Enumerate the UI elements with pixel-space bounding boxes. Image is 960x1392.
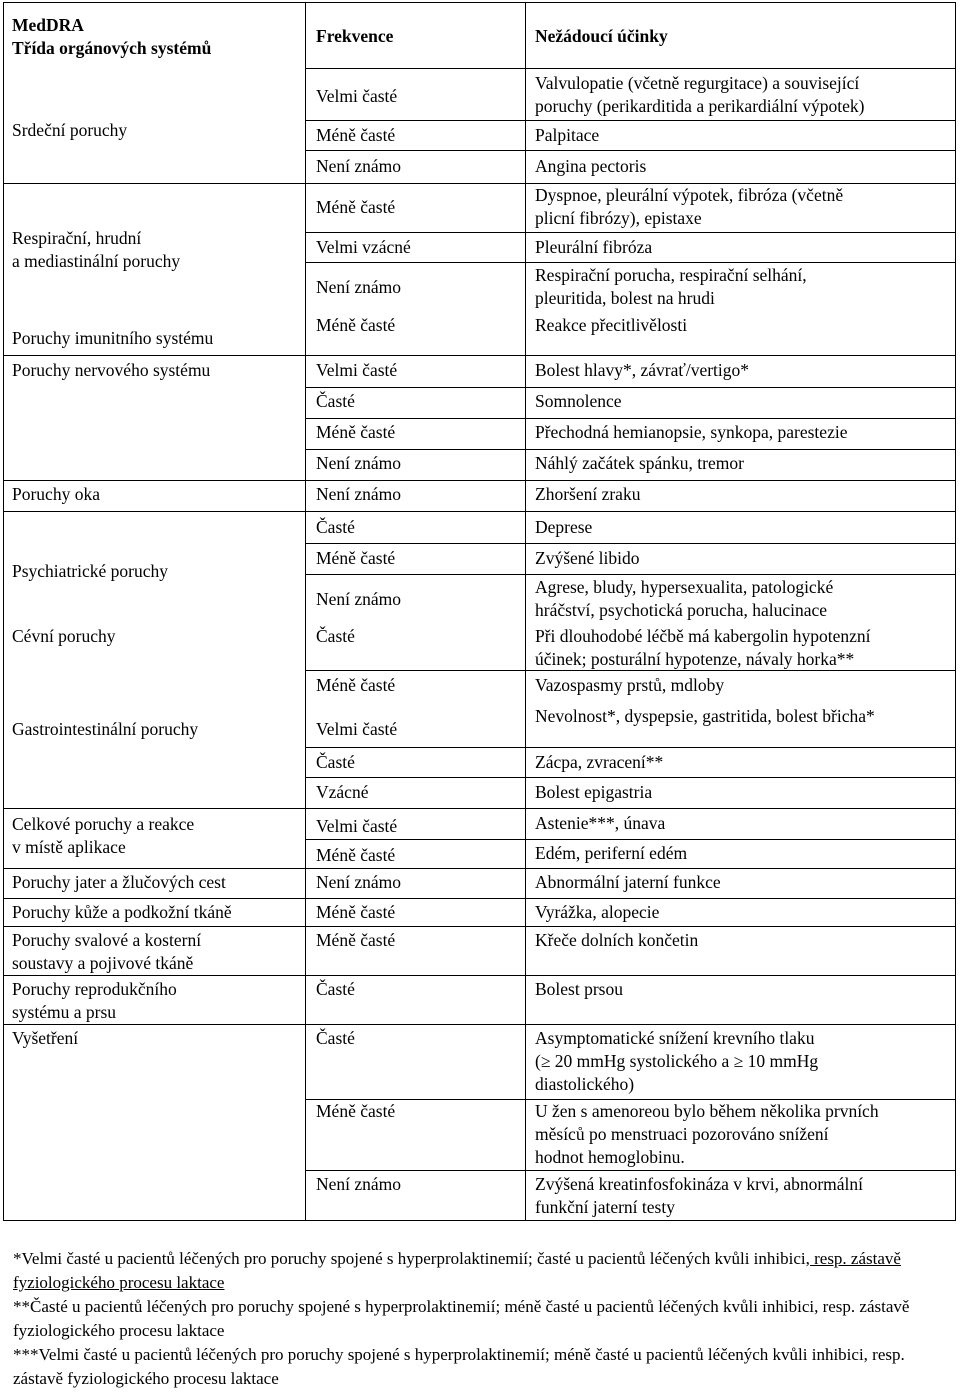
adverse-effect: Náhlý začátek spánku, tremor: [535, 453, 744, 473]
adverse-effect: Dyspnoe, pleurální výpotek, fibróza (včetně plicní fibrózy), epistaxe: [535, 185, 844, 228]
frequency: Méně časté: [316, 548, 396, 568]
organ-class: Gastrointestinální poruchy: [12, 719, 199, 739]
frequency: Méně časté: [316, 845, 396, 865]
row-divider: [3, 926, 956, 927]
adverse-effect: Edém, periferní edém: [535, 843, 688, 863]
row-divider: [3, 868, 956, 869]
row-divider: [305, 68, 956, 69]
adverse-effect: Astenie***, únava: [535, 813, 666, 833]
organ-class: Poruchy svalové a kosterní soustavy a pojivové tkáně: [12, 930, 202, 973]
frequency: Vzácné: [316, 782, 369, 802]
adverse-effect: Zhoršení zraku: [535, 484, 641, 504]
frequency: Není známo: [316, 1174, 402, 1194]
frequency: Velmi vzácné: [316, 237, 411, 257]
row-divider: [305, 449, 956, 450]
frequency: Není známo: [316, 589, 402, 609]
row-divider: [305, 839, 956, 840]
frequency: Velmi časté: [316, 86, 398, 106]
row-divider: [3, 1024, 956, 1025]
adverse-effect: Přechodná hemianopsie, synkopa, parestezie: [535, 422, 848, 442]
organ-class: Vyšetření: [12, 1028, 79, 1048]
row-divider: [3, 511, 956, 512]
frequency: Méně časté: [316, 315, 396, 335]
row-divider: [305, 543, 956, 544]
footnote-text-underlined: , resp. zástavě fyziologického procesu laktace: [13, 1249, 901, 1292]
organ-class: Poruchy kůže a podkožní tkáně: [12, 902, 232, 922]
adverse-effect: Vyrážka, alopecie: [535, 902, 660, 922]
organ-class: Celkové poruchy a reakce v místě aplikace: [12, 814, 195, 857]
adverse-effect: Zvýšená kreatinfosfokináza v krvi, abnormální funkční jaterní testy: [535, 1174, 864, 1217]
footnote-double-asterisk: **Časté u pacientů léčených pro poruchy spojené s hyperprolaktinemií; méně časté u pacientů léčených kvůli inhibici, resp. zástavě fyziologického procesu laktace: [13, 1297, 910, 1340]
organ-class: Poruchy imunitního systému: [12, 328, 214, 348]
column-divider: [525, 2, 526, 1221]
header-frequency-label: Frekvence: [316, 26, 394, 46]
organ-class: Respirační, hrudní a mediastinální poruchy: [12, 228, 181, 271]
footnote-single-asterisk: [13, 1247, 958, 1295]
frequency: Časté: [316, 391, 355, 411]
footnote-text: *Velmi časté u pacientů léčených pro poruchy spojené s hyperprolaktinemií; časté u pacientů léčených kvůli inhibici: [13, 1249, 806, 1268]
row-divider: [305, 150, 956, 151]
frequency: Méně časté: [316, 125, 396, 145]
frequency: Časté: [316, 979, 355, 999]
adverse-effect: Při dlouhodobé léčbě má kabergolin hypotenzní účinek; posturální hypotenze, návaly horka**: [535, 626, 871, 669]
frequency: Není známo: [316, 872, 402, 892]
row-divider: [305, 232, 956, 233]
frequency: Časté: [316, 752, 355, 772]
adverse-effect: Vazospasmy prstů, mdloby: [535, 675, 725, 695]
frequency: Není známo: [316, 453, 402, 473]
organ-class: Poruchy reprodukčního systému a prsu: [12, 979, 177, 1022]
row-divider: [305, 120, 956, 121]
adverse-effect: Somnolence: [535, 391, 622, 411]
row-divider: [305, 747, 956, 748]
adverse-effect: Agrese, bludy, hypersexualita, patologické hráčství, psychotická porucha, halucinace: [535, 577, 834, 620]
frequency: Méně časté: [316, 422, 396, 442]
row-divider: [305, 574, 956, 575]
frequency: Není známo: [316, 156, 402, 176]
organ-class: Psychiatrické poruchy: [12, 561, 168, 581]
frequency: Méně časté: [316, 930, 396, 950]
adverse-effect: Deprese: [535, 517, 593, 537]
frequency: Velmi časté: [316, 719, 398, 739]
frequency: Časté: [316, 626, 355, 646]
frequency: Není známo: [316, 484, 402, 504]
row-divider: [3, 975, 956, 976]
adverse-effect: Reakce přecitlivělosti: [535, 315, 688, 335]
row-divider: [305, 418, 956, 419]
row-divider: [3, 355, 956, 356]
frequency: Časté: [316, 1028, 355, 1048]
column-divider: [305, 2, 306, 1221]
row-divider: [3, 898, 956, 899]
row-divider: [3, 808, 956, 809]
adverse-effect: Abnormální jaterní funkce: [535, 872, 721, 892]
adverse-effect: Pleurální fibróza: [535, 237, 653, 257]
adverse-effect: Zácpa, zvracení**: [535, 752, 664, 772]
frequency: Méně časté: [316, 675, 396, 695]
adverse-effect: Palpitace: [535, 125, 600, 145]
frequency: Velmi časté: [316, 816, 398, 836]
adverse-effect: Zvýšené libido: [535, 548, 640, 568]
frequency: Méně časté: [316, 197, 396, 217]
row-divider: [305, 1170, 956, 1171]
organ-class: Poruchy oka: [12, 484, 100, 504]
adverse-effect: Angina pectoris: [535, 156, 647, 176]
footnote-triple-asterisk: ***Velmi časté u pacientů léčených pro poruchy spojené s hyperprolaktinemií; méně časté u pacientů léčených kvůli inhibici, resp. zástavě fyziologického procesu laktace: [13, 1345, 905, 1388]
adverse-effect: Valvulopatie (včetně regurgitace) a související poruchy (perikarditida a perikardiální výpotek): [535, 73, 865, 116]
frequency: Velmi časté: [316, 360, 398, 380]
adverse-effect: U žen s amenoreou bylo během několika prvních měsíců po menstruaci pozorováno snížení hodnot hemoglobinu.: [535, 1101, 879, 1167]
organ-class: Cévní poruchy: [12, 626, 116, 646]
header-class-label: MedDRA Třída orgánových systémů: [12, 15, 212, 58]
row-divider: [3, 480, 956, 481]
adverse-effect: Asymptomatické snížení krevního tlaku (≥ 20 mmHg systolického a ≥ 10 mmHg diastolického): [535, 1028, 819, 1094]
row-divider: [305, 777, 956, 778]
adverse-effect: Nevolnost*, dyspepsie, gastritida, bolest břicha*: [535, 706, 875, 726]
organ-class: Poruchy jater a žlučových cest: [12, 872, 226, 892]
adverse-effect: Bolest prsou: [535, 979, 623, 999]
adverse-effect: Křeče dolních končetin: [535, 930, 699, 950]
header-effects-label: Nežádoucí účinky: [535, 26, 668, 46]
frequency: Časté: [316, 517, 355, 537]
frequency: Méně časté: [316, 1101, 396, 1121]
adverse-effect: Bolest hlavy*, závrať/vertigo*: [535, 360, 750, 380]
row-divider: [305, 387, 956, 388]
frequency: Není známo: [316, 277, 402, 297]
organ-class: Srdeční poruchy: [12, 120, 128, 140]
row-divider: [305, 262, 956, 263]
adverse-effect: Bolest epigastria: [535, 782, 653, 802]
adverse-effect: Respirační porucha, respirační selhání, pleuritida, bolest na hrudi: [535, 265, 807, 308]
organ-class: Poruchy nervového systému: [12, 360, 211, 380]
frequency: Méně časté: [316, 902, 396, 922]
